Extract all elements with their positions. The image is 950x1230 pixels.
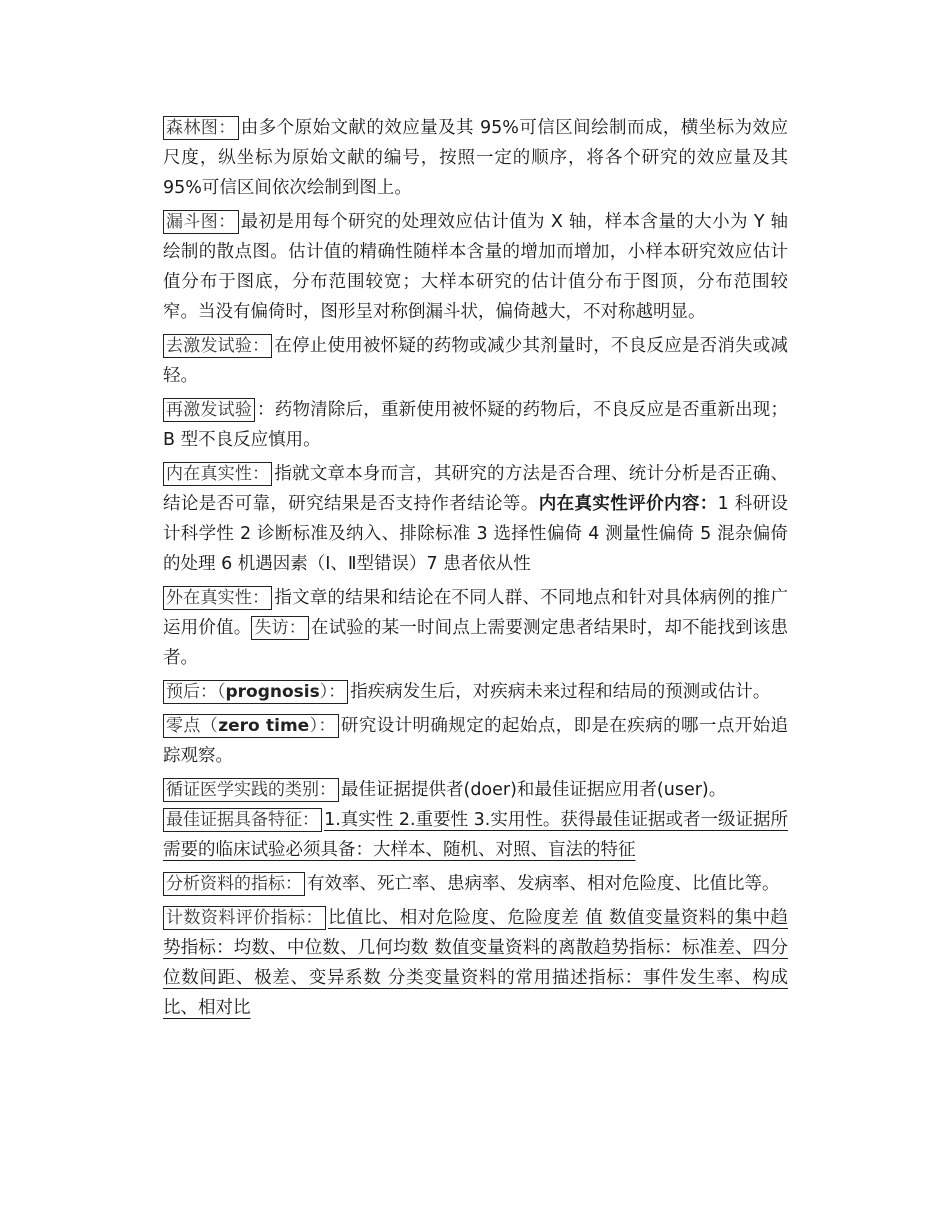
- definition-text: 指文章的结果和结论在不同人群、不同地点和针对具体病例的推广运用价值。: [163, 588, 789, 638]
- bold-subheading: 内在真实性评价内容：: [538, 494, 718, 514]
- entry-best-evidence-features: [163, 805, 788, 865]
- entry-prognosis: [163, 677, 788, 707]
- term-part: ）：: [309, 716, 336, 735]
- term-box: 再激发试验: [163, 398, 255, 422]
- term-box: 内在真实性：: [163, 462, 272, 486]
- entry-ebm-categories: [163, 775, 788, 805]
- entry-external-validity: [163, 583, 788, 673]
- definition-text: 1.真实性 2.重要性 3.实用性。获得最佳证据或者一级证据所需要的临床试验必须具备：大样本、随机、对照、盲法的特征: [163, 810, 789, 860]
- term-box: 失访：: [251, 616, 309, 640]
- definition-text: 在停止使用被怀疑的药物或减少其剂量时，不良反应是否消失或减轻。: [163, 336, 789, 386]
- term-part-bold: prognosis: [225, 682, 320, 702]
- term-box: 外在真实性：: [163, 586, 272, 610]
- definition-text: 研究设计明确规定的起始点，即是在疾病的哪一点开始追踪观察。: [163, 716, 789, 766]
- term-part: 预后：（: [166, 682, 226, 701]
- definition-text: 由多个原始文献的效应量及其 95%可信区间绘制而成，横坐标为效应尺度，纵坐标为原始文献的编号，按照一定的顺序，将各个研究的效应量及其 95%可信区间依次绘制到图上。: [163, 118, 788, 198]
- term-box: 森林图：: [163, 116, 239, 140]
- entry-internal-validity: [163, 459, 788, 579]
- term-box: [163, 714, 339, 738]
- entry-funnel-plot: [163, 207, 788, 327]
- definition-text: 最初是用每个研究的处理效应估计值为 X 轴，样本含量的大小为 Y 轴绘制的散点图。估计值的精确性随样本含量的增加而增加，小样本研究效应估计值分布于图底，分布范围较宽；大样本研究的估计值分布于图顶，分布范围较窄。当没有偏倚时，图形呈对称倒漏斗状，偏倚越大，不对称越明显。: [163, 212, 788, 322]
- entry-dechallenge: [163, 331, 788, 391]
- entry-zero-time: [163, 711, 788, 771]
- term-box: 分析资料的指标：: [163, 872, 305, 896]
- term-box: [163, 680, 348, 704]
- term-part: ）：: [319, 682, 346, 701]
- term-part-bold: zero time: [218, 716, 310, 736]
- document-body: [163, 113, 788, 1027]
- term-box: 循证医学实践的类别：: [163, 778, 339, 802]
- definition-text: 指疾病发生后，对疾病未来过程和结局的预测或估计。: [350, 682, 771, 702]
- term-box: 去激发试验：: [163, 334, 272, 358]
- definition-text: 比值比、相对危险度、危险度差 值 数值变量资料的集中趋势指标：均数、中位数、几何均数 数值变量资料的离散趋势指标：标准差、四分位数间距、极差、变异系数 分类变量资料的常用描述指标：事件发生率、构成比、相对比: [163, 908, 789, 1018]
- entry-rechallenge: [163, 395, 788, 455]
- definition-text: 有效率、死亡率、患病率、发病率、相对危险度、比值比等。: [307, 874, 780, 894]
- definition-text: 指就文章本身而言，其研究的方法是否合理、统计分析是否正确、结论是否可靠，研究结果是否支持作者结论等。: [163, 464, 789, 514]
- definition-text: 最佳证据提供者(doer)和最佳证据应用者(user)。: [341, 780, 727, 800]
- definition-text: 1 科研设计科学性 2 诊断标准及纳入、排除标准 3 选择性偏倚 4 测量性偏倚 5 混杂偏倚的处理 6 机遇因素（Ⅰ、Ⅱ型错误）7 患者依从性: [163, 494, 789, 574]
- term-box: 漏斗图：: [163, 210, 239, 234]
- entry-analysis-indicators: [163, 869, 788, 899]
- term-part: 零点（: [166, 716, 219, 735]
- entry-count-data-indicators: [163, 903, 788, 1023]
- entry-forest-plot: [163, 113, 788, 203]
- definition-text: 在试验的某一时间点上需要测定患者结果时，却不能找到该患者。: [163, 618, 789, 668]
- term-box: 最佳证据具备特征：: [163, 808, 322, 832]
- definition-text: ：药物清除后，重新使用被怀疑的药物后，不良反应是否重新出现；B 型不良反应慎用。: [163, 400, 788, 450]
- term-box: 计数资料评价指标：: [163, 906, 326, 930]
